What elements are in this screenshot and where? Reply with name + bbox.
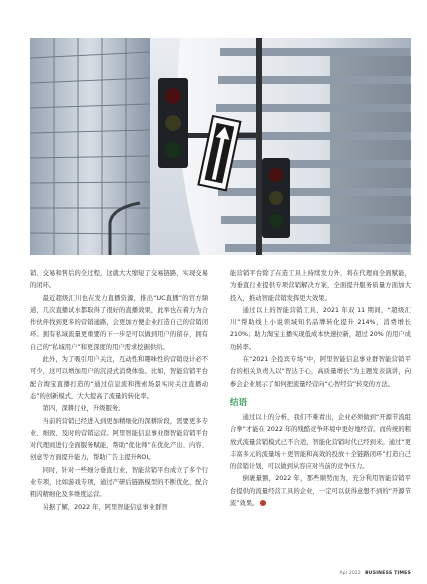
left-paragraph-2: 最近超级汇川也在发力直播资源，推出“UC直播”的官方频道，几次直播试水都取得了很好的直播效果，此举也在着力为合作伙伴找到更多的营销通路，会更加方便企业打造自己的营销闭环。拥有私域流量更重要的下一步是可以做到用户的留存，拥有自己的“私域用户”和更深度的用户需求挖掘供给。 [30,294,208,351]
article-end-mark [260,500,266,506]
right-column [230,268,411,510]
right-paragraph-1: 能营销平台除了在造工具上持续发力外，将在代理商全面赋能，为垂直行业提供专项营销解决方案，全面提升服务质量方面加大投入，推动智能营销发挥更大效果。 [230,270,411,302]
left-paragraph-1: 销、交易和售后的全过程，这就大大缩短了交易链路，实现交易的闭环。 [30,270,208,290]
right-paragraph-5-text: 倒裹量额，2022 年，那些顺势而为，充分利用智能营销平台提供的流量经营工具的企业，一定可以获得意想不到的“开源节流”效果。 [230,475,411,508]
right-paragraph-3: 在“2021 全投宾专场”中，阿里智能信息事业群智能营销平台的相关负责人以“智达于心，高质量增长”为主题发表演讲，向参会企业展示了如何把流量经营向“心智经营”转变的方法。 [230,356,411,388]
footer-magazine-name: BUSINESS TIMES [365,571,411,576]
right-paragraph-2: 通过以上的智能营销工具，2021 年双 11 期间，“超级汇川”帮助线上小说领域知名品牌转化提升 214%，消费增长 210%；助力淘宝主播实现低成本快速拉新，超过 20% 的用户成功转率。 [230,306,411,351]
left-paragraph-4: 第四，深耕行业，升级服务。 [42,405,125,413]
left-paragraph-5: 当前的营销已经进入到更加精细化的深耕阶段，需要更多专业、细致、及时的营销运营。阿里智能信息事业群智能营销平台对代理商进行全面服务赋能，帮助“优化师”在优化产出、内容、创意等方面提升能力，帮助广告主提升ROI。 [30,417,208,462]
left-column [30,268,208,514]
right-paragraph-5 [230,473,411,510]
section-heading-conclusion: 结语 [230,397,248,408]
left-paragraph-6: 同时，针对一些细分垂直行业，智能营销平台成立了多个行业专项，比如游戏专项，通过产研后链路模型的不断优化，配合粗闪精细化及多维度运营。 [30,466,208,499]
right-paragraph-4: 通过以上的分析，我们不难看出，企业必须做到“开源节流组合拳”才能在 2022 年的残酷竞争环境中更好地经营。而传统的粗放式流量营销模式已不合适，智能化营销时代已经到来。通过“更丰富多元的流量场＋更智能和高效的投放＋全链路闭环”打造自己的营销计划，可以做到从容应对当前的竞争压力。 [230,413,411,471]
left-paragraph-3: 此外，为了吸引用户关注，互动性和趣味性的营销设计必不可少，这可以增加用户的沉浸式消费体验。比如，智能营销平台配合淘宝直播打造的“通过信息流和搜索场景实时关注直播动态”的创新模式，大大提高了流量的转化率。 [30,356,208,400]
left-paragraph-7: 另据了解，2022 年，阿里智能信息事业群智 [42,503,168,511]
page-footer [340,571,411,576]
footer-date: Apr 2022 [339,571,361,576]
cover-photo-traffic-light [30,38,411,255]
